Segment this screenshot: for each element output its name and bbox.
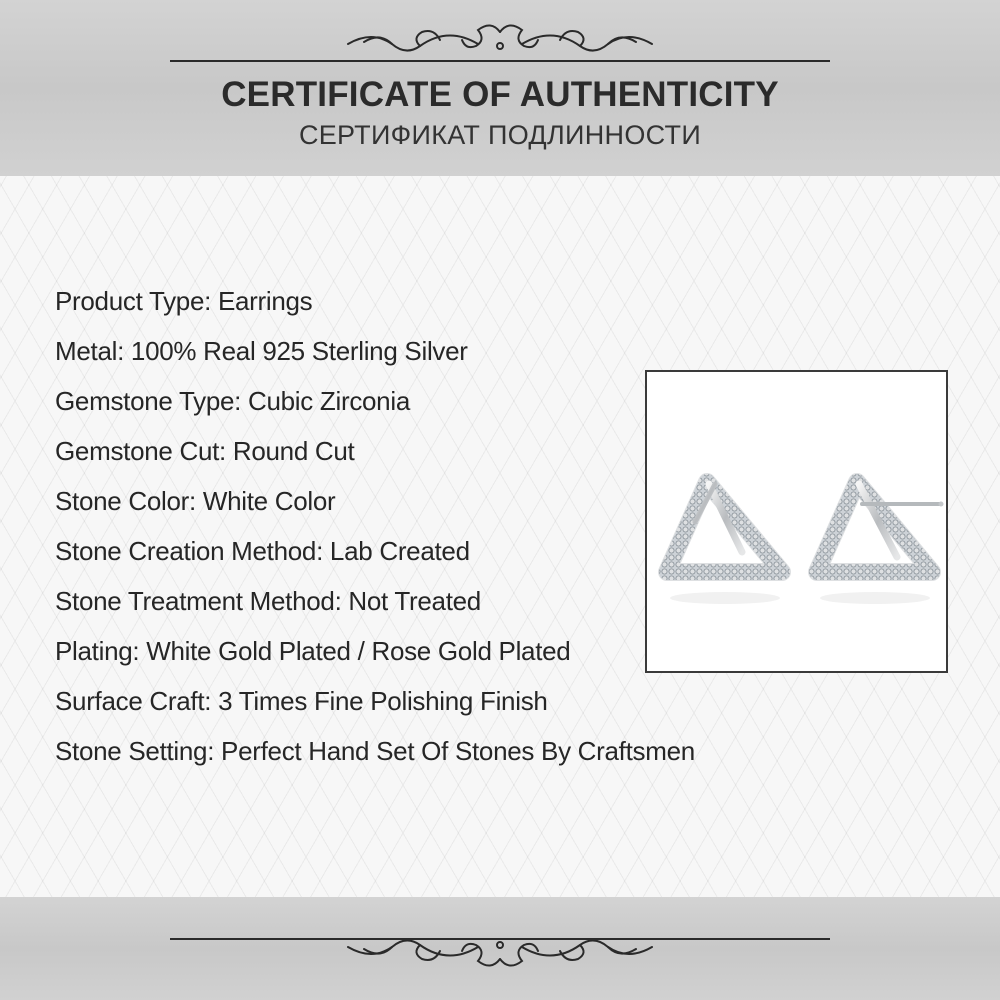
spec-surface-craft: Surface Craft: 3 Times Fine Polishing Finish [55, 686, 548, 716]
spec-stone-color: Stone Color: White Color [55, 486, 336, 516]
spec-metal: Metal: 100% Real 925 Sterling Silver [55, 336, 468, 366]
footer-band [0, 897, 1000, 1000]
spec-list [55, 283, 695, 783]
spec-stone-setting: Stone Setting: Perfect Hand Set Of Stones By Craftsmen [55, 736, 695, 766]
spec-gemstone-type: Gemstone Type: Cubic Zirconia [55, 386, 410, 416]
spec-plating: Plating: White Gold Plated / Rose Gold Plated [55, 636, 571, 666]
spec-stone-creation-method: Stone Creation Method: Lab Created [55, 536, 470, 566]
bottom-ornament-icon [0, 897, 1000, 1000]
spec-stone-treatment-method: Stone Treatment Method: Not Treated [55, 586, 481, 616]
product-photo [645, 370, 948, 673]
certificate-title: CERTIFICATE OF AUTHENTICITY [221, 75, 779, 114]
spec-product-type: Product Type: Earrings [55, 286, 313, 316]
top-ornament-icon [0, 0, 1000, 70]
header-band [0, 0, 1000, 176]
spec-gemstone-cut: Gemstone Cut: Round Cut [55, 436, 355, 466]
certificate-title-russian: СЕРТИФИКАТ ПОДЛИННОСТИ [298, 120, 702, 150]
triangle-stud-earrings-icon [647, 372, 946, 671]
